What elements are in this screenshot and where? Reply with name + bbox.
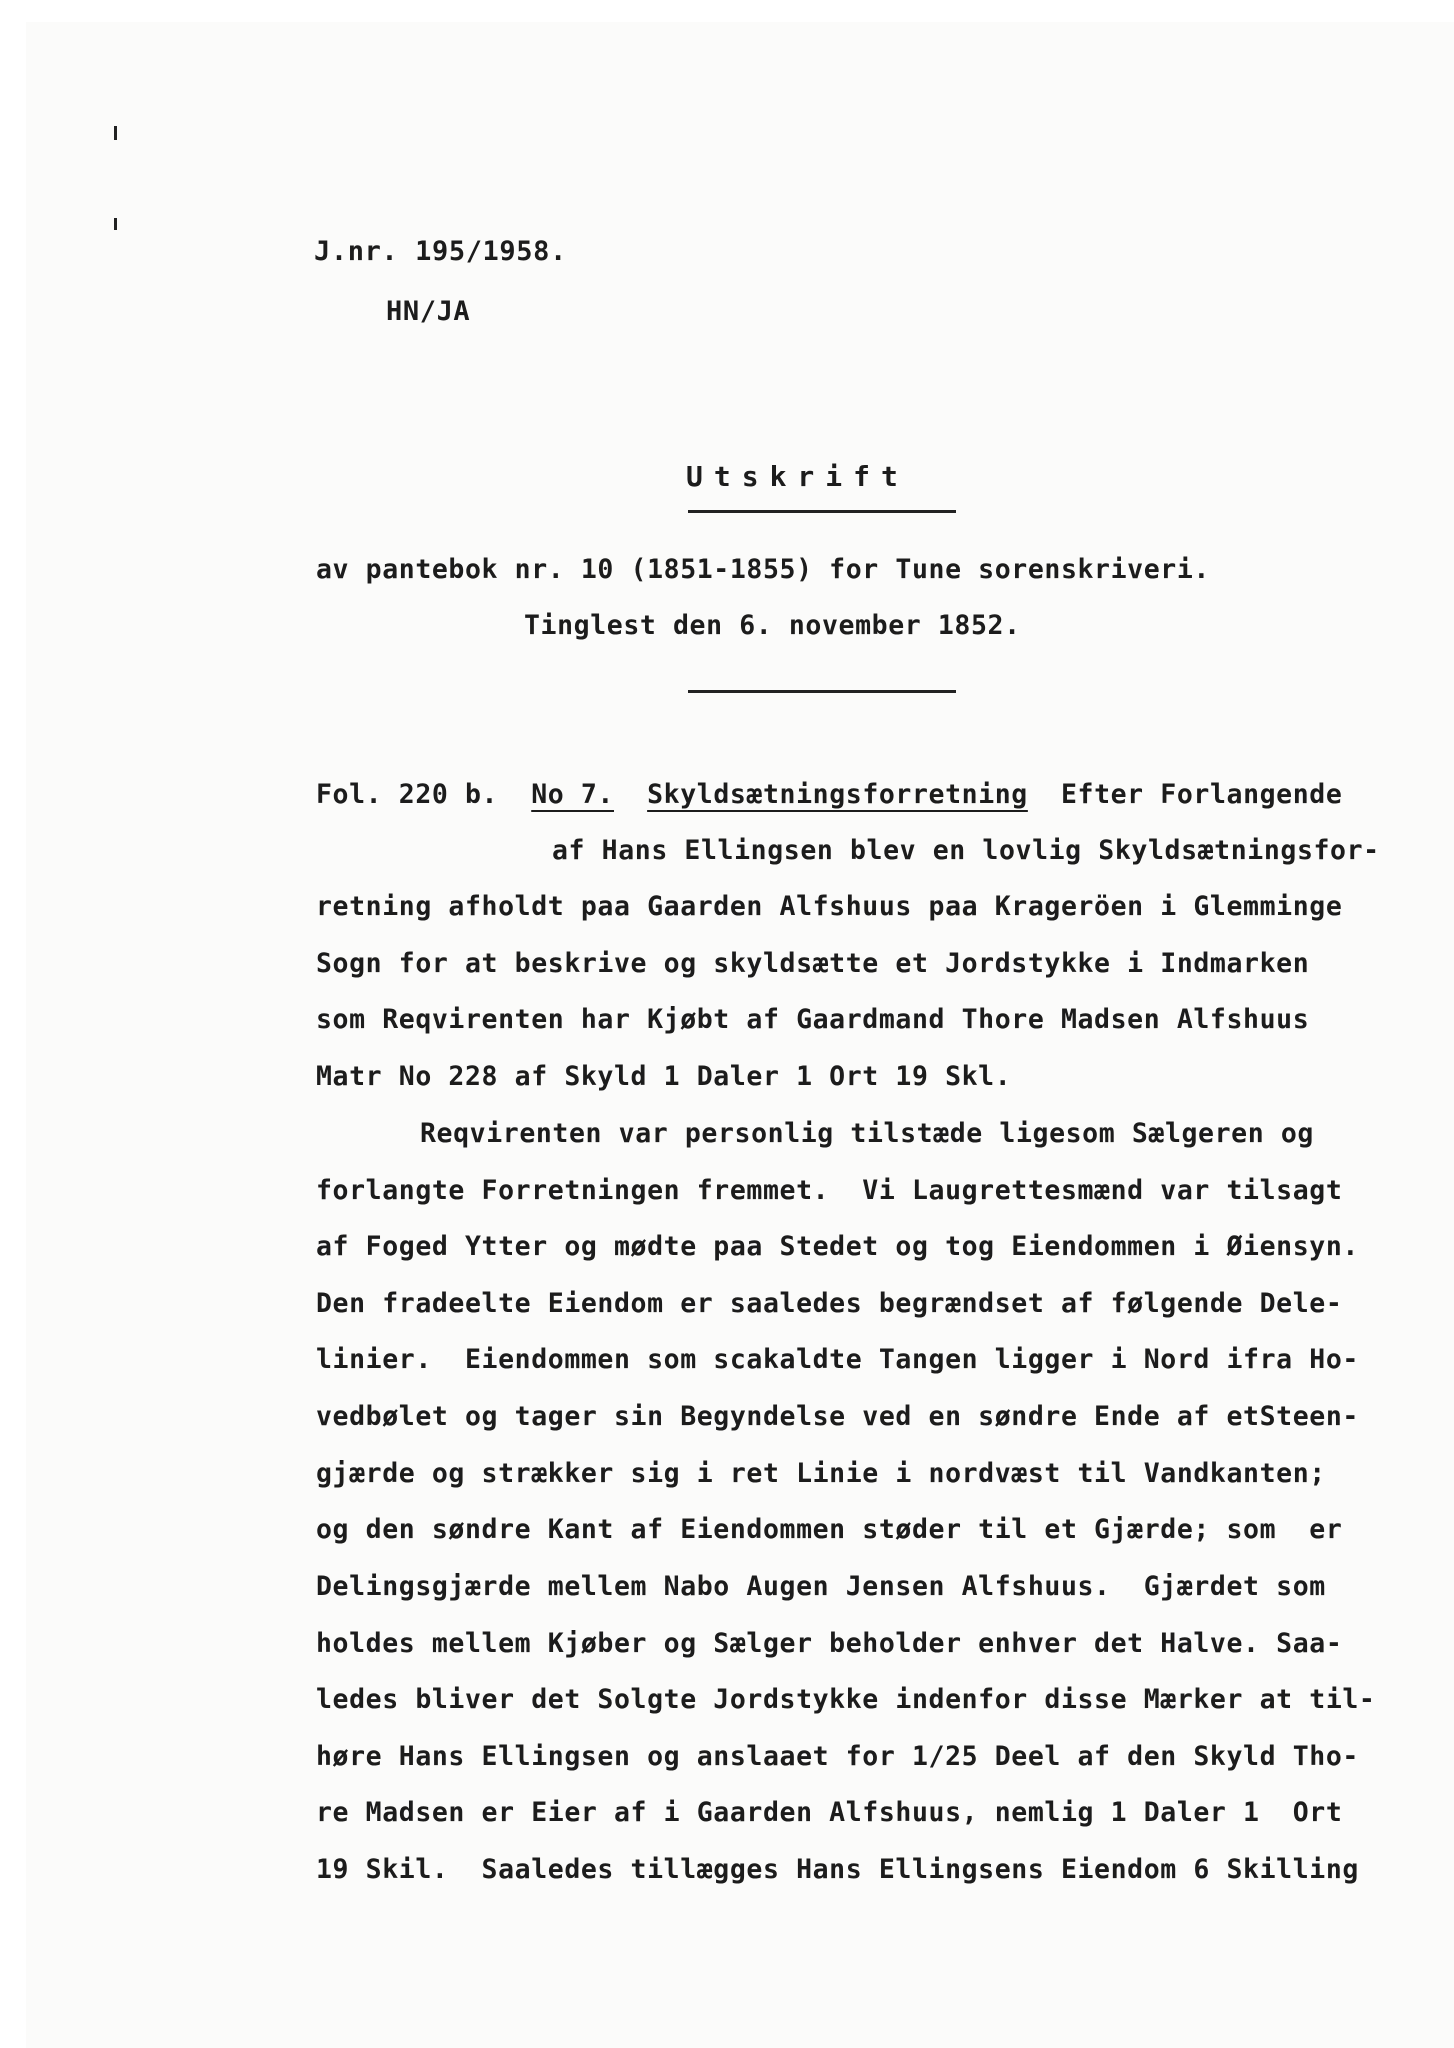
body-line: Den fradeelte Eiendom er saaledes begrændset af følgende Dele-	[316, 1288, 1343, 1319]
body-line: retning afholdt paa Gaarden Alfshuus paa Krageröen i Glemminge	[316, 891, 1343, 922]
entry-heading: Skyldsætningsforretning	[647, 779, 1028, 810]
folio-reference: Fol. 220 b.	[316, 779, 499, 810]
body-line: 19 Skil. Saaledes tillægges Hans Ellingsens Eiendom 6 Skilling	[316, 1854, 1359, 1885]
body-line: forlangte Forretningen fremmet. Vi Laugrettesmænd var tilsagt	[316, 1175, 1343, 1206]
document-title: Utskrift	[686, 460, 909, 493]
body-line: gjærde og strækker sig i ret Linie i nordvæst til Vandkanten;	[316, 1458, 1326, 1489]
body-line: re Madsen er Eier af i Gaarden Alfshuus, nemlig 1 Daler 1 Ort	[316, 1797, 1343, 1828]
title-underline	[688, 510, 956, 513]
subtitle-line: Tinglest den 6. november 1852.	[524, 610, 1021, 641]
body-line: linier. Eiendommen som scakaldte Tangen ligger i Nord ifra Ho-	[316, 1344, 1359, 1375]
body-line: ledes bliver det Solgte Jordstykke indenfor disse Mærker at til-	[316, 1684, 1376, 1715]
subtitle-line: av pantebok nr. 10 (1851-1855) for Tune sorenskriveri.	[316, 554, 1210, 585]
margin-mark	[114, 218, 117, 230]
entry-number: No 7.	[531, 779, 614, 810]
entry-heading-line	[316, 779, 1342, 810]
body-line: høre Hans Ellingsen og anslaaet for 1/25 Deel af den Skyld Tho-	[316, 1741, 1359, 1772]
journal-number: J.nr. 195/1958.	[314, 236, 567, 267]
body-line: af Hans Ellingsen blev en lovlig Skyldsætningsfor-	[552, 835, 1380, 866]
body-line: af Foged Ytter og mødte paa Stedet og tog Eiendommen i Øiensyn.	[316, 1231, 1359, 1262]
body-line: og den søndre Kant af Eiendommen støder til et Gjærde; som er	[316, 1514, 1343, 1545]
margin-mark	[114, 126, 117, 140]
body-line: som Reqvirenten har Kjøbt af Gaardmand Thore Madsen Alfshuus	[316, 1004, 1310, 1035]
body-line: holdes mellem Kjøber og Sælger beholder enhver det Halve. Saa-	[316, 1628, 1343, 1659]
body-line: Matr No 228 af Skyld 1 Daler 1 Ort 19 Skl.	[316, 1061, 1012, 1092]
entry-heading-tail: Efter Forlangende	[1060, 779, 1343, 810]
body-line: vedbølet og tager sin Begyndelse ved en søndre Ende af etSteen-	[316, 1401, 1359, 1432]
body-line: Delingsgjærde mellem Nabo Augen Jensen Alfshuus. Gjærdet som	[316, 1571, 1326, 1602]
body-line: Sogn for at beskrive og skyldsætte et Jordstykke i Indmarken	[316, 948, 1310, 979]
body-line: Reqvirenten var personlig tilstæde ligesom Sælgeren og	[420, 1118, 1314, 1149]
separator-rule	[688, 690, 956, 693]
initials: HN/JA	[386, 296, 471, 327]
